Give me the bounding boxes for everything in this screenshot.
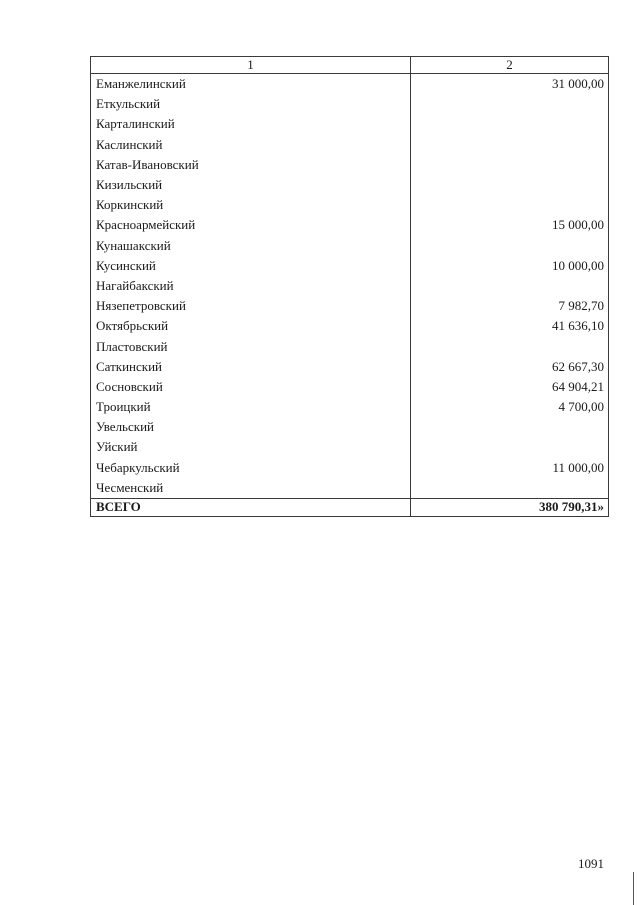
- district-amount: 7 982,70: [558, 298, 604, 314]
- table-row: [91, 236, 608, 256]
- total-amount: 380 790,31»: [539, 499, 604, 515]
- table-row: [91, 437, 608, 457]
- table-row: [91, 114, 608, 134]
- district-amount: 4 700,00: [558, 399, 604, 415]
- district-name: Увельский: [91, 417, 411, 437]
- table-row: [91, 316, 608, 336]
- table-body: [91, 74, 608, 498]
- district-amount: [411, 437, 608, 457]
- district-amount: [411, 276, 608, 296]
- total-label: ВСЕГО: [91, 499, 411, 516]
- table-row: [91, 155, 608, 175]
- district-name: Нагайбакский: [91, 276, 411, 296]
- district-name: Каслинский: [91, 135, 411, 155]
- district-amount: [411, 417, 608, 437]
- district-amount: 41 636,10: [552, 318, 604, 334]
- table-row: [91, 215, 608, 235]
- district-name: Сосновский: [91, 377, 411, 397]
- column-header-2: 2: [506, 57, 513, 72]
- district-amount: [411, 236, 608, 256]
- table-row: [91, 135, 608, 155]
- table-row: [91, 478, 608, 498]
- table-row: [91, 458, 608, 478]
- district-amount: [411, 114, 608, 134]
- district-amount: 11 000,00: [552, 459, 604, 475]
- table-row: [91, 276, 608, 296]
- district-name: Чесменский: [91, 478, 411, 498]
- district-amount: 31 000,00: [552, 76, 604, 92]
- table-row: [91, 336, 608, 356]
- column-header-1: 1: [91, 57, 411, 73]
- district-name: Катав-Ивановский: [91, 155, 411, 175]
- district-name: Уйский: [91, 437, 411, 457]
- district-name: Пластовский: [91, 336, 411, 356]
- table-row: [91, 195, 608, 215]
- district-amount: [411, 94, 608, 114]
- district-amount: [411, 175, 608, 195]
- table-row: [91, 397, 608, 417]
- district-name: Кизильский: [91, 175, 411, 195]
- table-row: [91, 175, 608, 195]
- district-name: Нязепетровский: [91, 296, 411, 316]
- district-amount: [411, 135, 608, 155]
- district-name: Саткинский: [91, 357, 411, 377]
- budget-table: [90, 56, 609, 517]
- district-name: Еманжелинский: [91, 74, 411, 94]
- district-amount: [411, 195, 608, 215]
- table-row: [91, 256, 608, 276]
- district-amount: 64 904,21: [552, 378, 604, 394]
- district-name: Коркинский: [91, 195, 411, 215]
- table-row: [91, 296, 608, 316]
- district-name: Кунашакский: [91, 236, 411, 256]
- total-row: [91, 498, 608, 516]
- district-amount: 62 667,30: [552, 358, 604, 374]
- table-header: [91, 57, 608, 74]
- table-row: [91, 357, 608, 377]
- table-row: [91, 74, 608, 94]
- district-name: Красноармейский: [91, 215, 411, 235]
- district-amount: [411, 155, 608, 175]
- district-name: Карталинский: [91, 114, 411, 134]
- page-number: 1091: [578, 856, 604, 871]
- district-name: Троицкий: [91, 397, 411, 417]
- table-row: [91, 377, 608, 397]
- district-name: Еткульский: [91, 94, 411, 114]
- table-row: [91, 94, 608, 114]
- district-name: Кусинский: [91, 256, 411, 276]
- district-amount: [411, 478, 608, 498]
- district-name: Чебаркульский: [91, 458, 411, 478]
- district-name: Октябрьский: [91, 316, 411, 336]
- district-amount: [411, 336, 608, 356]
- scan-edge-line: [633, 872, 634, 905]
- district-amount: 15 000,00: [552, 217, 604, 233]
- table-row: [91, 417, 608, 437]
- district-amount: 10 000,00: [552, 257, 604, 273]
